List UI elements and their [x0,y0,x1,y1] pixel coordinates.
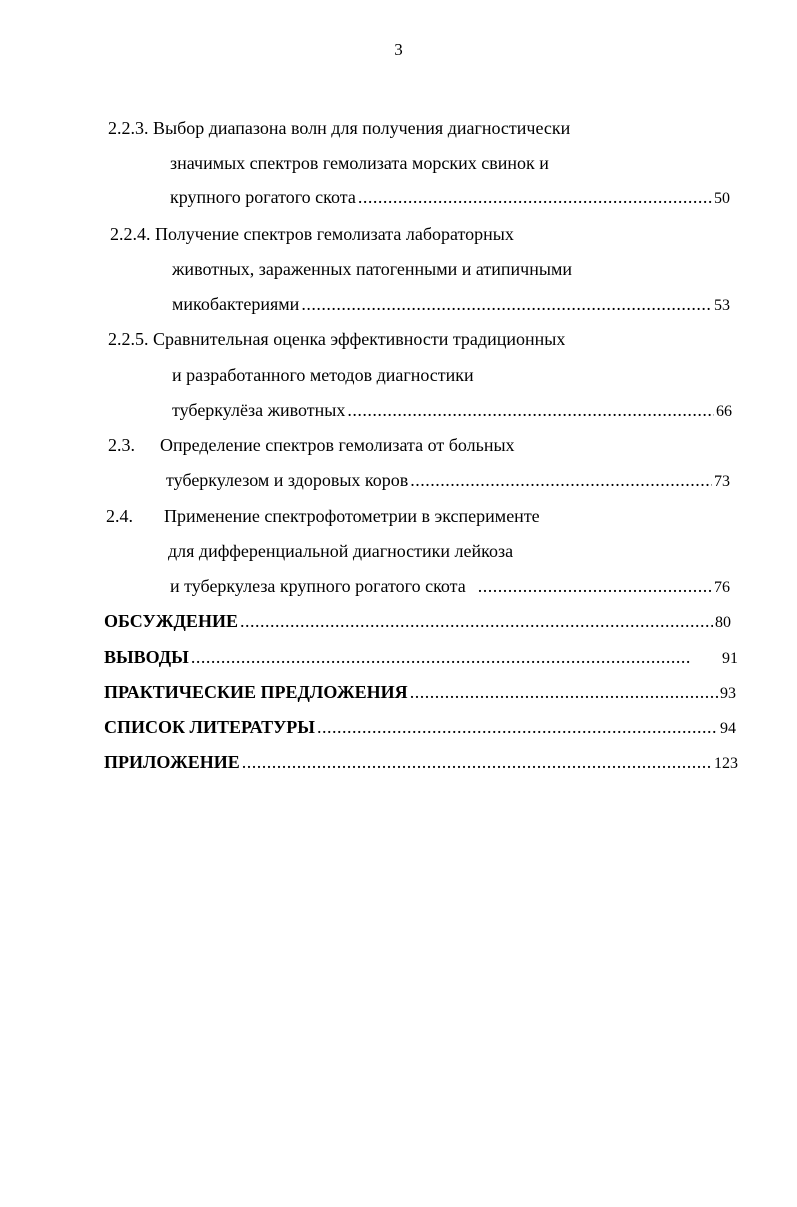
entry-text: Выбор диапазона волн для получения диагностически [153,118,571,138]
leader-dots [410,469,712,491]
section-title: СПИСОК ЛИТЕРАТУРЫ [104,717,315,737]
section-title: ПРИЛОЖЕНИЕ [104,752,240,772]
page-ref: 50 [714,190,730,207]
page-ref: 76 [714,579,730,596]
toc-entry-2-2-4-line-2: животных, зараженных патогенными и атипичными [172,259,572,279]
toc-entry-2-2-3-line-1 [108,117,570,139]
toc-section-references[interactable] [104,716,736,740]
toc-section-conclusions[interactable] [104,646,738,670]
leader-dots [317,716,718,738]
page-ref: 123 [714,755,738,772]
entry-text: крупного рогатого скота [170,187,356,207]
section-number: 2.3. [108,435,135,455]
section-title: ВЫВОДЫ [104,647,189,667]
entry-text: Применение спектрофотометрии в эксперименте [164,506,540,526]
section-number: 2.4. [106,506,133,526]
section-number: 2.2.3. [108,118,149,138]
leader-dots [242,751,712,773]
leader-dots [191,646,720,668]
leader-dots [478,575,712,597]
toc-entry-2-2-3-line-3[interactable] [170,186,730,210]
section-title: ОБСУЖДЕНИЕ [104,611,238,631]
toc-entry-2-2-5-line-2: и разработанного методов диагностики [172,365,474,385]
page-ref: 53 [714,297,730,314]
page-ref: 94 [720,720,736,737]
toc-entry-2-2-4-line-3[interactable] [172,293,730,317]
entry-text: туберкулёза животных [172,400,346,420]
page-ref: 66 [716,403,732,420]
leader-dots [347,399,714,421]
toc-entry-2-2-3-line-2: значимых спектров гемолизата морских свинок и [170,153,549,173]
toc-entry-2-2-4-line-1 [110,223,514,245]
toc-entry-2-4-line-1 [106,505,540,527]
entry-text: микобактериями [172,294,300,314]
entry-text: Получение спектров гемолизата лабораторных [155,224,514,244]
leader-dots [410,681,718,703]
entry-text: и туберкулеза крупного рогатого скота [170,576,466,596]
entry-text: Сравнительная оценка эффективности традиционных [153,329,566,349]
leader-dots [240,610,713,632]
page-ref: 93 [720,685,736,702]
page-number: 3 [394,40,403,59]
page-ref: 80 [715,614,731,631]
section-number: 2.2.5. [108,329,149,349]
leader-dots [358,186,712,208]
toc-section-practical-proposals[interactable] [104,681,736,705]
toc-entry-2-3-line-1 [108,434,515,456]
toc-entry-2-4-line-2: для дифференциальной диагностики лейкоза [168,541,514,561]
entry-text: туберкулезом и здоровых коров [166,470,409,490]
toc-entry-2-2-5-line-3[interactable] [172,399,732,423]
section-title: ПРАКТИЧЕСКИЕ ПРЕДЛОЖЕНИЯ [104,682,408,702]
page-ref: 91 [722,650,738,667]
toc-section-discussion[interactable] [104,610,731,634]
page-ref: 73 [714,473,730,490]
toc-entry-2-4-line-3[interactable] [170,575,730,599]
toc-entry-2-2-5-line-1 [108,328,565,350]
leader-dots [301,293,712,315]
toc-section-appendix[interactable] [104,751,738,775]
toc-entry-2-3-line-2[interactable] [166,469,730,493]
section-number: 2.2.4. [110,224,151,244]
entry-text: Определение спектров гемолизата от больных [160,435,515,455]
